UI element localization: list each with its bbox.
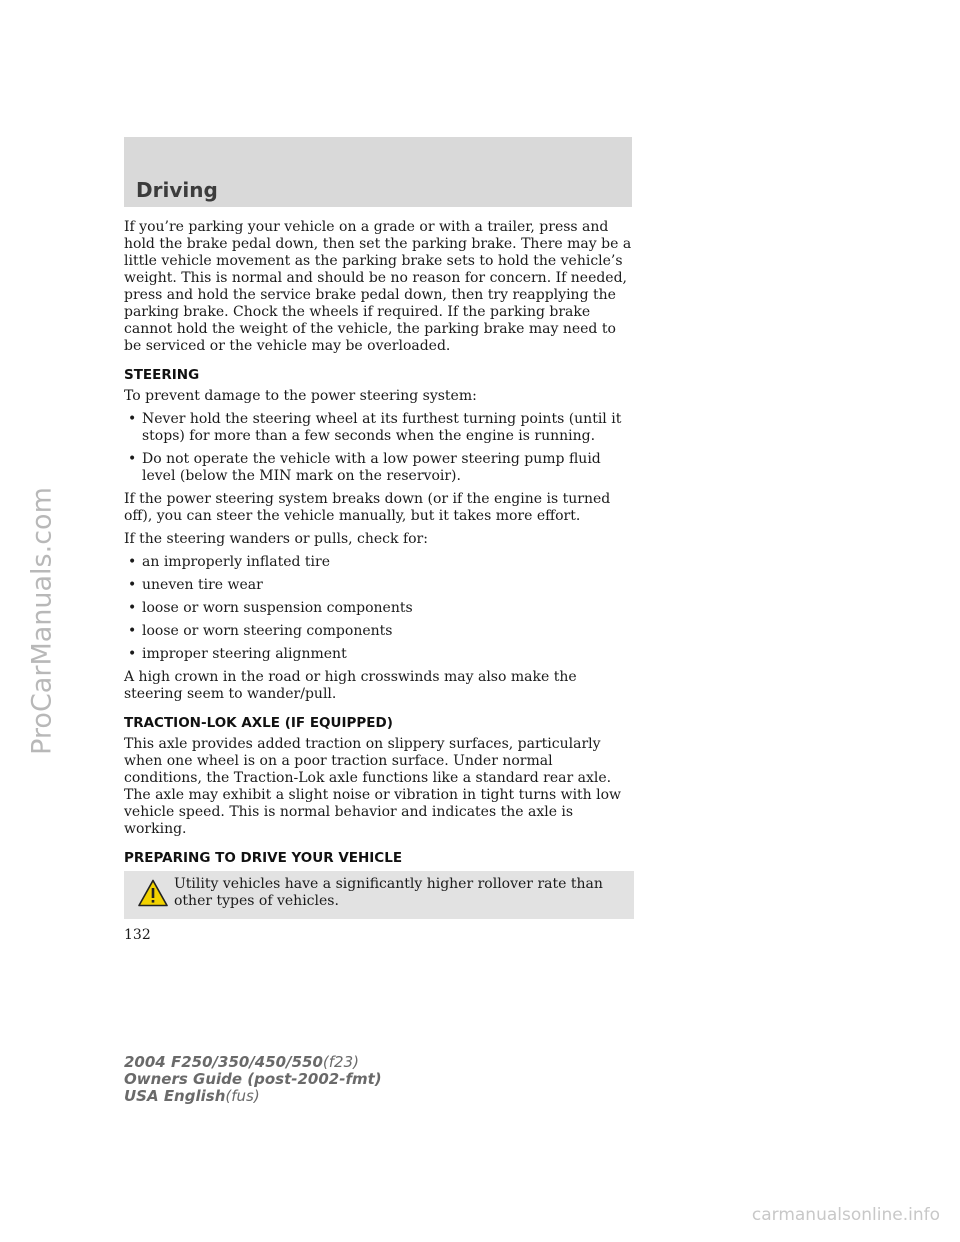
bullet-icon: • — [128, 577, 137, 593]
footer-line-guide: Owners Guide (post-2002-fmt) — [124, 1070, 382, 1088]
list-item — [124, 451, 634, 485]
list-item-text: uneven tire wear — [142, 577, 263, 593]
list-item — [124, 411, 634, 445]
list-item-text: loose or worn suspension components — [142, 600, 413, 616]
power-steering-fail-paragraph: If the power steering system breaks down (or if the engine is turned off), you can steer the vehicle manually, but it takes more effort. — [124, 491, 611, 524]
footer-line-language: USA English(fus) — [124, 1087, 260, 1105]
list-item-text: improper steering alignment — [142, 646, 347, 662]
list-item — [124, 646, 634, 663]
list-item — [124, 623, 634, 640]
warning-triangle-icon — [138, 879, 168, 907]
bottom-watermark: carmanualsonline.info — [751, 1205, 940, 1225]
list-item — [124, 577, 634, 594]
list-item-text: loose or worn steering components — [142, 623, 393, 639]
wander-bullet-list — [124, 554, 634, 663]
footer — [124, 1054, 382, 1105]
list-item — [124, 600, 634, 617]
side-watermark-text: ProCarManuals.com — [26, 487, 58, 755]
traction-paragraph: This axle provides added traction on slippery surfaces, particularly when one wheel is on a poor traction surface. Under normal conditions, the Traction-Lok axle functions like a standard rear axle. The axle may exhibit a slight noise or vibration in tight turns with low vehicle speed. This is normal behavior and indicates the axle is working. — [124, 736, 622, 837]
page-content — [124, 219, 634, 944]
page-number: 132 — [124, 927, 151, 943]
bullet-icon: • — [128, 554, 137, 570]
crown-paragraph: A high crown in the road or high crosswinds may also make the steering seem to wander/pull. — [124, 669, 577, 702]
section-title: Driving — [136, 178, 218, 202]
list-item-text: Do not operate the vehicle with a low power steering pump fluid level (below the MIN mark on the reservoir). — [142, 451, 601, 484]
traction-heading: TRACTION-LOK AXLE (IF EQUIPPED) — [124, 715, 393, 731]
parking-paragraph: If you’re parking your vehicle on a grade or with a trailer, press and hold the brake pedal down, then set the parking brake. There may be a little vehicle movement as the parking brake sets to hold the vehicle’s weight. This is normal and should be no reason for concern. If needed, press and hold the service brake pedal down, then try reapplying the parking brake. Chock the wheels if required. If the parking brake cannot hold the weight of the vehicle, the parking brake may need to be serviced or the vehicle may be overloaded. — [124, 219, 632, 354]
bullet-icon: • — [128, 451, 137, 467]
list-item — [124, 554, 634, 571]
bullet-icon: • — [128, 600, 137, 616]
warning-box — [124, 871, 634, 919]
list-item-text: Never hold the steering wheel at its furthest turning points (until it stops) for more than a few seconds when the engine is running. — [142, 411, 622, 444]
wander-intro: If the steering wanders or pulls, check for: — [124, 531, 428, 547]
warning-text: Utility vehicles have a significantly higher rollover rate than other types of vehicles. — [174, 876, 603, 909]
steering-intro: To prevent damage to the power steering system: — [124, 388, 477, 404]
bullet-icon: • — [128, 646, 137, 662]
footer-line-model: 2004 F250/350/450/550(f23) — [124, 1053, 359, 1071]
steering-heading: STEERING — [124, 367, 200, 383]
bullet-icon: • — [128, 411, 137, 427]
bullet-icon: • — [128, 623, 137, 639]
list-item-text: an improperly inflated tire — [142, 554, 331, 570]
preparing-heading: PREPARING TO DRIVE YOUR VEHICLE — [124, 850, 403, 866]
steering-bullet-list — [124, 411, 634, 485]
